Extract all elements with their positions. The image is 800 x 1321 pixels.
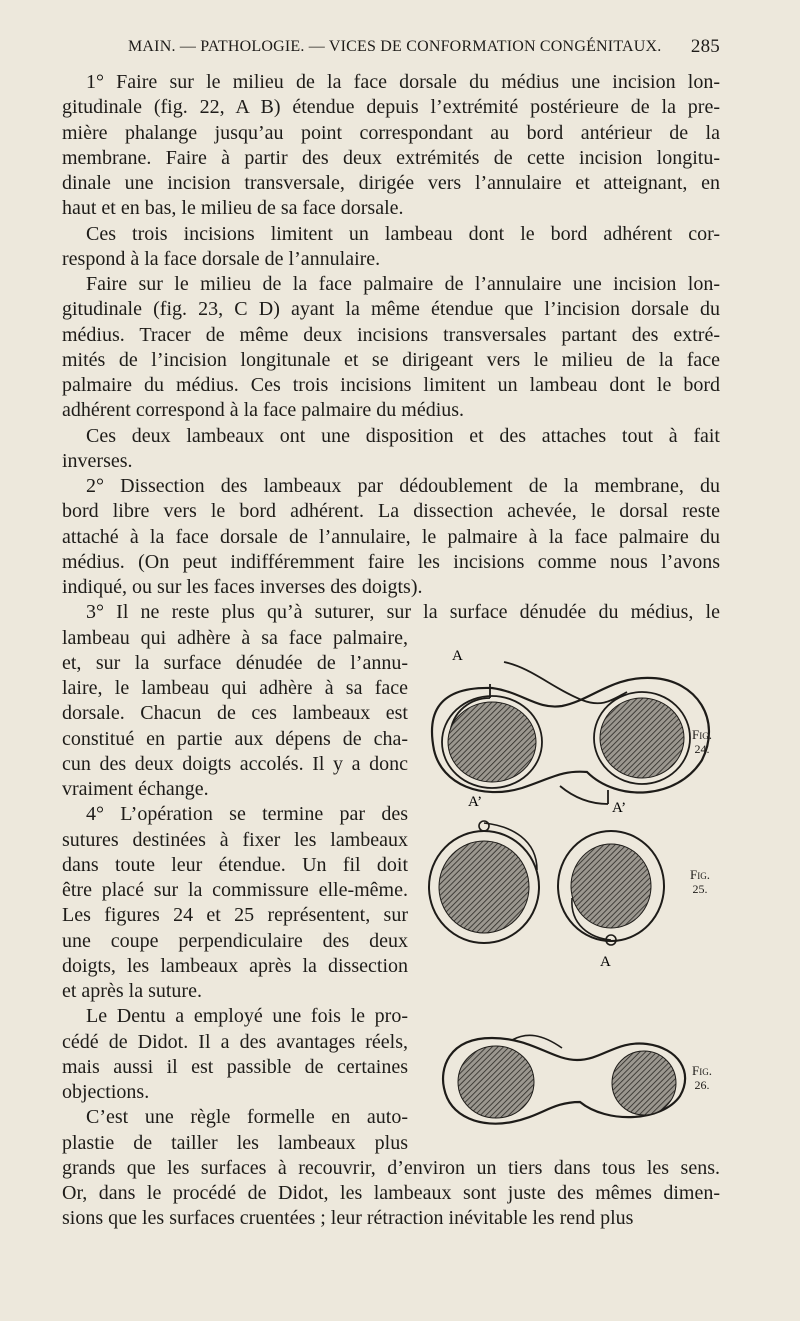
fig24-caption [692,728,712,756]
text-line: plastie de tailler les lambeaux plus [62,1131,408,1154]
text-line: médius. Tracer de même deux incisions transversales partant des extré- [62,323,720,346]
fig24-label-word: Fig. [692,727,712,742]
text-line: inverses. [62,449,133,472]
text-line: 3° Il ne reste plus qu’à suturer, sur la surface dénudée du médius, le [86,601,720,624]
text-line: respond à la face dorsale de l’annulaire. [62,247,381,270]
text-line: constitué en partie aux dépens de cha- [62,727,408,750]
text-line: membrane. Faire à partir des deux extrémités de cette incision longitu- [62,146,720,169]
fig26-finger-right-bone [612,1051,676,1115]
text-line: et après la suture. [62,980,202,1002]
text-line: vraiment échange. [62,778,209,800]
text-line: cédé de Didot. Il a des avantages réels, [62,1030,408,1053]
fig24-number: 24. [694,742,710,756]
text-line: lambeau qui adhère à sa face palmaire, [62,626,408,649]
fig25-letter-top: A’ [468,794,483,810]
text-line: dans toute leur étendue. Un fil doit [62,853,408,876]
text-line: haut et en bas, le milieu de sa face dorsale. [62,197,404,220]
text-line: grands que les surfaces à recouvrir, d’environ un tiers dans tous les sens. [62,1156,720,1179]
fig25-label-word: Fig. [690,867,710,882]
text-line: cun des deux doigts accolés. Il y a donc [62,752,408,775]
text-line: 2° Dissection des lambeaux par dédoublement de la membrane, du [86,475,720,497]
text-line: palmaire du médius. Ces trois incisions limitent un lambeau dont le bord [62,374,720,396]
text-line: doigts, les lambeaux après la dissection [62,954,408,977]
figure-24 [432,648,709,816]
fig24-finger-right-bone [600,698,684,778]
text-line: une coupe perpendiculaire des deux [62,929,408,952]
fig25-finger-right-bone [571,844,651,928]
text-line: bord libre vers le bord adhérent. La dissection achevée, le dorsal reste [62,500,720,523]
text-line: C’est une règle formelle en auto- [86,1106,408,1129]
text-line: mités de l’incision longitunale et se dirigeant vers le milieu de la face [62,348,720,371]
text-line: médius. (On peut indifféremment faire les incisions comme nous l’avons [62,550,720,573]
fig26-finger-left-bone [458,1046,534,1118]
fig25-finger-left-bone [439,841,529,933]
text-line: mais aussi il est passible de certaines [62,1055,408,1078]
fig26-label-word: Fig. [692,1063,712,1078]
fig24-letter-bottom: A’ [612,800,627,816]
figures-column [412,640,742,1140]
text-line: dinale une incision transversale, dirigée vers l’annulaire et atteignant, en [62,172,720,194]
fig25-number: 25. [692,882,708,896]
figure-25 [429,794,664,970]
text-line: indiqué, ou sur les faces inverses des doigts). [62,576,423,598]
text-line: laire, le lambeau qui adhère à sa face [62,677,408,699]
text-line: mière phalange jusqu’au point correspondant au bord antérieur de la [62,121,720,144]
text-line: Le Dentu a employé une fois le pro- [86,1005,408,1028]
text-line: et, sur la surface dénudée de l’annu- [62,651,408,674]
text-line: gitudinale (fig. 22, A B) étendue depuis l’extrémité postérieure de la pre- [62,96,720,119]
text-line: Or, dans le procédé de Didot, les lambeaux sont juste des mêmes dimen- [62,1182,720,1204]
text-line: Ces trois incisions limitent un lambeau dont le bord adhérent cor- [86,222,720,245]
fig25-letter-bottom: A [600,954,611,970]
fig24-finger-left-bone [448,702,536,782]
text-line: sions que les surfaces cruentées ; leur rétraction inévitable les rend plus [62,1207,634,1230]
page-number: 285 [690,36,720,57]
text-line: 4° L’opération se termine par des [86,803,408,826]
text-line: être placé sur la commissure elle-même. [62,879,408,901]
text-line: attaché à la face dorsale de l’annulaire, le palmaire à la face palmaire du [62,525,720,548]
figure-26 [443,1035,685,1123]
running-title: MAIN. — PATHOLOGIE. — VICES DE CONFORMATION CONGÉNITAUX. [128,38,662,55]
fig26-number: 26. [694,1078,710,1092]
text-line: gitudinale (fig. 23, C D) ayant la même étendue que l’incision dorsale du [62,298,720,321]
fig26-caption [692,1064,712,1092]
text-line: sutures destinées à fixer les lambeaux [62,828,408,851]
text-line: Ces deux lambeaux ont une disposition et des attaches tout à fait [86,424,720,447]
fig25-suture-top [479,821,489,831]
fig24-flap-lower [560,786,608,804]
text-line: adhérent correspond à la face palmaire du médius. [62,399,465,422]
text-line: 1° Faire sur le milieu de la face dorsale du médius une incision lon- [86,71,720,93]
text-line: dorsale. Chacun de ces lambeaux est [62,702,408,725]
text-line: objections. [62,1081,150,1103]
running-header [128,36,720,62]
fig25-caption [690,868,710,896]
text-line: Faire sur le milieu de la face palmaire de l’annulaire une incision lon- [86,273,720,295]
fig24-letter-top: A [452,648,463,664]
text-line: Les figures 24 et 25 représentent, sur [62,904,408,927]
